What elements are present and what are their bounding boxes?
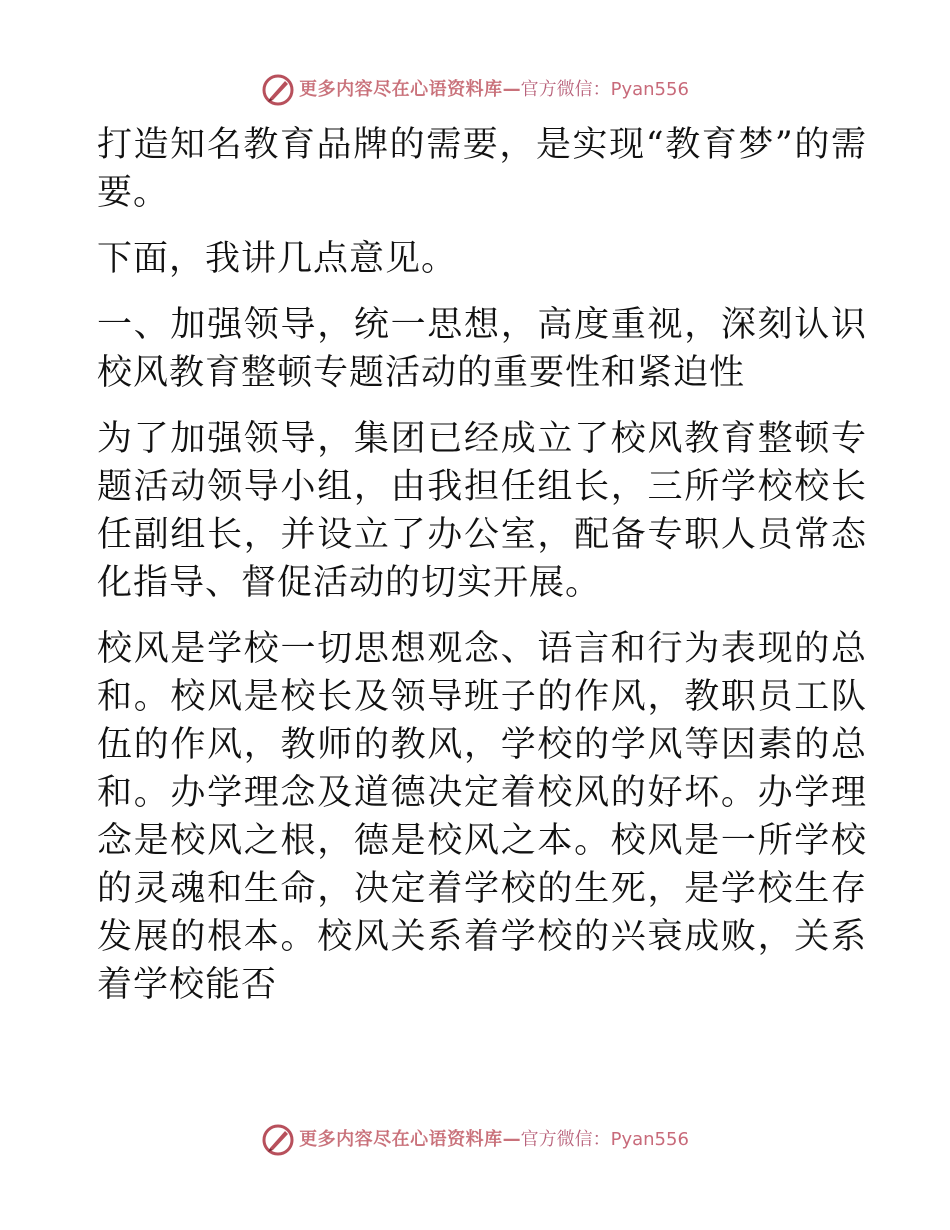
banner-wechat-label: 官方微信： [520, 1129, 611, 1150]
banner-separator: — [502, 79, 521, 100]
banner-site-name: 更多内容尽在心语资料库 [299, 1129, 503, 1150]
paragraph: 校风是学校一切思想观念、语言和行为表现的总和。校风是校长及领导班子的作风，教职员工队伍的作风，教师的教风，学校的学风等因素的总和。办学理念及道德决定着校风的好坏。办学理念是校风之根，德是校风之本。校风是一所学校的灵魂和生命，决定着学校的生死，是学校生存发展的根本。校风关系着学校的兴衰成败，关系着学校能否 [97, 629, 867, 1005]
footer-banner [0, 1120, 950, 1160]
banner-wechat-id: Pyan556 [610, 1129, 689, 1150]
paragraph: 打造知名教育品牌的需要，是实现“教育梦”的需要。 [97, 125, 867, 213]
banner-site-name: 更多内容尽在心语资料库 [299, 79, 503, 100]
banner-wechat-label: 官方微信： [520, 79, 611, 100]
paragraph: 为了加强领导，集团已经成立了校风教育整顿专题活动领导小组，由我担任组长，三所学校校长任副组长，并设立了办公室，配备专职人员常态化指导、督促活动的切实开展。 [97, 419, 867, 603]
document-body [97, 121, 867, 1027]
banner-separator: — [502, 1129, 521, 1150]
quill-pen-logo-icon [261, 1123, 295, 1157]
paragraph: 下面，我讲几点意见。 [97, 239, 458, 279]
quill-pen-logo-icon [261, 73, 295, 107]
banner-wechat-id: Pyan556 [610, 79, 689, 100]
header-banner [0, 70, 950, 110]
section-heading: 一、加强领导，统一思想，高度重视，深刻认识校风教育整顿专题活动的重要性和紧迫性 [97, 305, 867, 393]
